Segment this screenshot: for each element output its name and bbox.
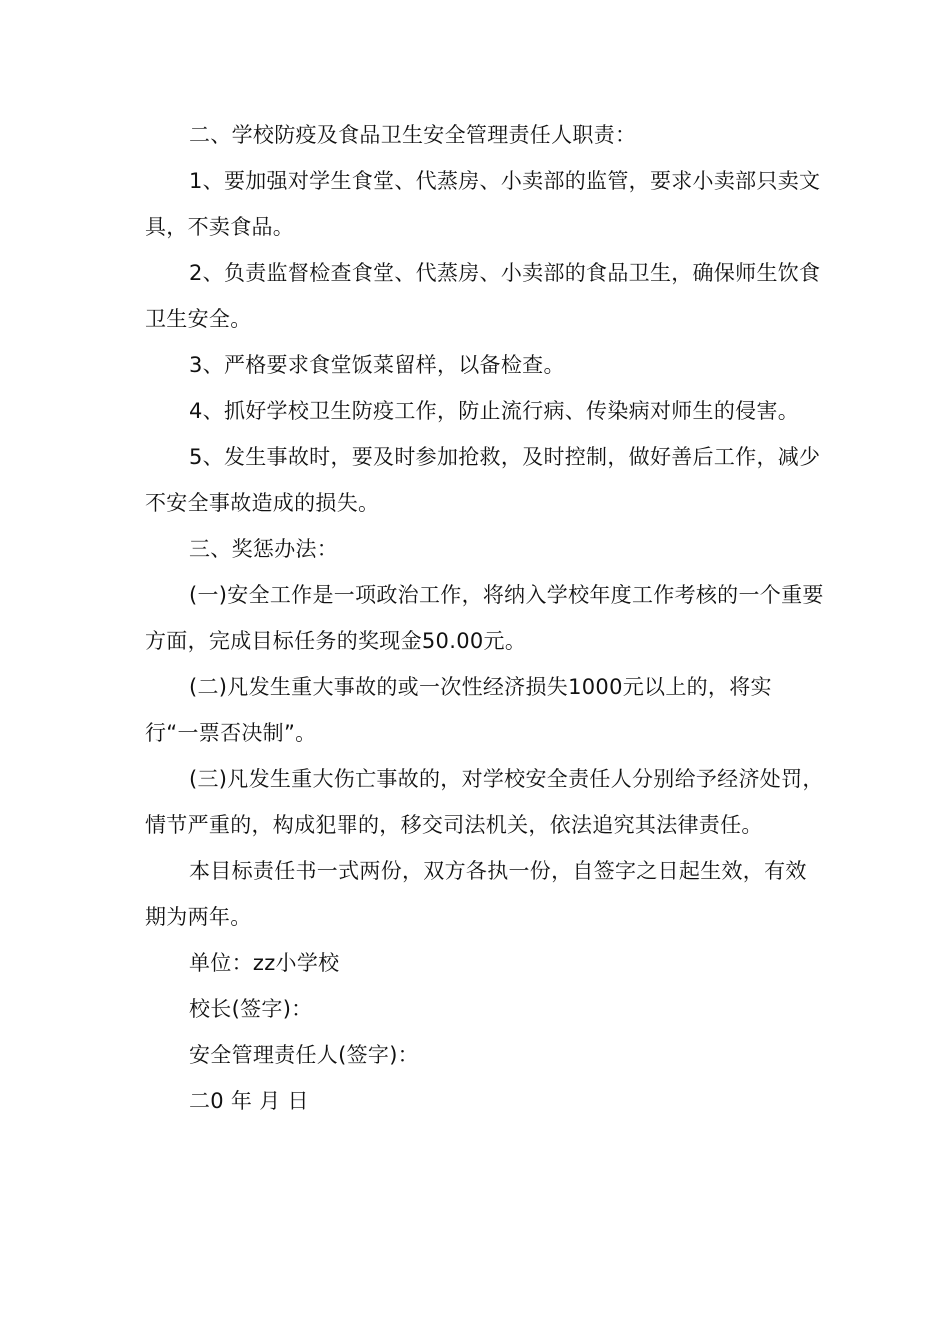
document-body [145, 112, 825, 1124]
paragraph-reward-1: (一)安全工作是一项政治工作，将纳入学校年度工作考核的一个重要方面，完成目标任务的奖现金50.00元。 [145, 583, 824, 653]
signature-date: 二0 年 月 日 [189, 1089, 309, 1113]
paragraph-reward-2: (二)凡发生重大事故的或一次性经济损失1000元以上的，将实行“一票否决制”。 [145, 675, 772, 745]
section-heading-responsibilities: 二、学校防疫及食品卫生安全管理责任人职责： [189, 123, 637, 147]
paragraph-validity: 本目标责任书一式两份，双方各执一份，自签字之日起生效，有效期为两年。 [145, 859, 807, 929]
paragraph-item-3: 3、严格要求食堂饭菜留样，以备检查。 [189, 353, 565, 377]
paragraph-item-2: 2、负责监督检查食堂、代蒸房、小卖部的食品卫生，确保师生饮食卫生安全。 [145, 261, 821, 331]
signature-unit: 单位：zz小学校 [189, 951, 340, 975]
paragraph-reward-3: (三)凡发生重大伤亡事故的，对学校安全责任人分别给予经济处罚，情节严重的，构成犯罪的，移交司法机关，依法追究其法律责任。 [145, 767, 824, 837]
section-heading-rewards: 三、奖惩办法： [189, 537, 339, 561]
signature-safety-manager: 安全管理责任人(签字)： [189, 1043, 419, 1067]
paragraph-item-1: 1、要加强对学生食堂、代蒸房、小卖部的监管，要求小卖部只卖文具，不卖食品。 [145, 169, 821, 239]
signature-principal: 校长(签字)： [189, 997, 313, 1021]
paragraph-item-4: 4、抓好学校卫生防疫工作，防止流行病、传染病对师生的侵害。 [189, 399, 800, 423]
paragraph-item-5: 5、发生事故时，要及时参加抢救，及时控制，做好善后工作，减少不安全事故造成的损失。 [145, 445, 821, 515]
